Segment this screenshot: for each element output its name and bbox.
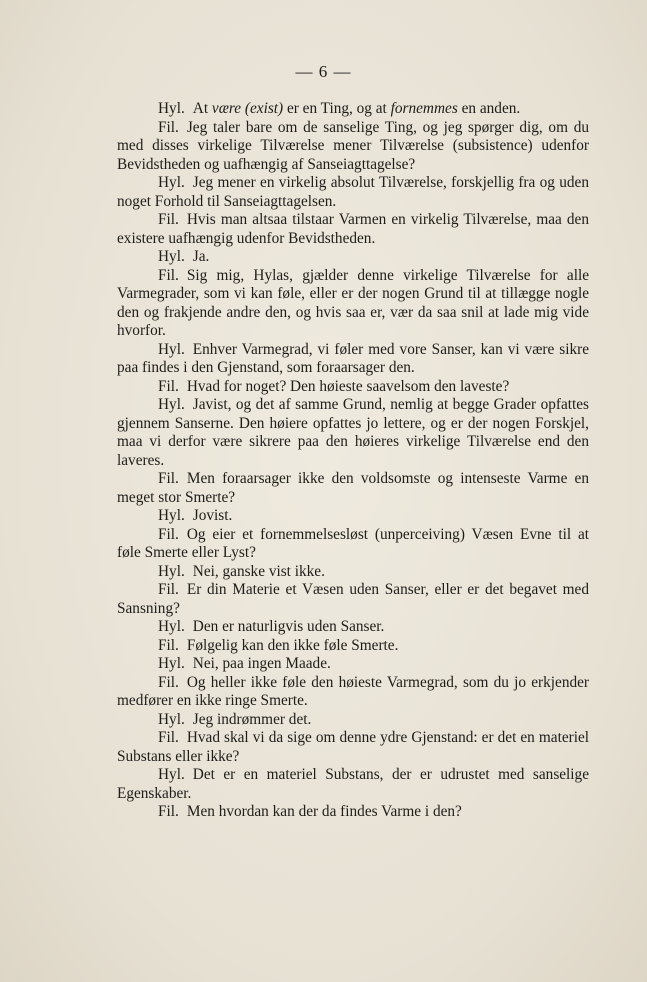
speaker-label: Fil.	[158, 581, 179, 598]
dialogue-paragraph	[117, 581, 589, 618]
speaker-label: Hyl.	[158, 507, 185, 524]
speaker-label: Hyl.	[158, 562, 185, 580]
paragraph-text: Det er en materiel Substans, der er udrustet med sanselige Egenskaber.	[117, 766, 589, 802]
italic-term: være (exist)	[211, 100, 284, 117]
paragraph-text: Hvad for noget? Den høieste saavelsom den laveste?	[186, 377, 510, 395]
speaker-label: Hyl.	[158, 174, 185, 191]
speaker-label: Hyl.	[158, 655, 185, 672]
paragraph-text: Ja.	[192, 248, 210, 265]
dialogue-paragraph	[117, 766, 589, 803]
speaker-label: Fil.	[158, 377, 179, 395]
paragraph-text: Javist, og det af samme Grund, nemlig at begge Grader opfattes gjennem Sanserne. Den høiere opfattes jo lettere, og er der nogen Forskjel, maa vi derfor være sikrere paa den høieres virkelige Tilværelse end den laveres.	[117, 396, 589, 469]
paragraph-text: en anden.	[457, 100, 521, 117]
paragraph-text: Hvis man altsaa tilstaar Varmen en virkelig Tilværelse, maa den existere uafhængig udenfor Bevidstheden.	[117, 211, 589, 247]
speaker-label: Fil.	[158, 118, 179, 136]
paragraph-text: At	[192, 100, 212, 117]
dialogue-paragraph	[117, 267, 589, 341]
speaker-label: Hyl.	[158, 618, 185, 635]
dialogue-paragraph	[117, 211, 589, 248]
dialogue-paragraph	[117, 655, 589, 674]
dialogue-paragraph	[117, 470, 589, 507]
paragraph-text: Jovist.	[192, 507, 233, 524]
paragraph-text: Nei, paa ingen Maade.	[192, 655, 331, 672]
dialogue-paragraph	[117, 563, 589, 582]
speaker-label: Fil.	[158, 729, 179, 746]
paragraph-text: Nei, ganske vist ikke.	[192, 562, 325, 580]
paragraph-text: Jeg mener en virkelig absolut Tilværelse, forskjellig fra og uden noget Forhold til Sanseiagttagelsen.	[117, 174, 589, 210]
speaker-label: Fil.	[158, 673, 179, 691]
paragraph-text: Sig mig, Hylas, gjælder denne virkelige Tilværelse for alle Varmegrader, som vi kan føle, eller er der nogen Grund til at tillægge nogle den og frakjende andre den, og hvis saa er, vær da saa snil at lade mig vide hvorfor.	[117, 266, 589, 339]
paragraph-text: Følgelig kan den ikke føle Smerte.	[186, 636, 399, 654]
paragraph-text: Jeg taler bare om de sanselige Ting, og jeg spørger dig, om du med disses virkelige Tilværelse mener Tilværelse (subsistence) udenfor Bevidstheden og uafhængig af Sanseiagttagelse?	[117, 118, 589, 173]
dialogue-paragraph	[117, 637, 589, 656]
dialogue-paragraph	[117, 396, 589, 470]
dialogue-paragraph	[117, 729, 589, 766]
paragraph-text: Og eier et fornemmelsesløst (unperceiving) Væsen Evne til at føle Smerte eller Lyst?	[117, 525, 589, 561]
paragraph-text: Og heller ikke føle den høieste Varmegrad, som du jo erkjender medfører en ikke ringe Smerte.	[117, 673, 589, 709]
dialogue-paragraph	[117, 248, 589, 267]
speaker-label: Fil.	[158, 803, 179, 820]
paragraph-text: Men hvordan kan der da findes Varme i den?	[186, 803, 462, 820]
italic-term: fornemmes	[390, 100, 458, 117]
speaker-label: Fil.	[158, 266, 179, 284]
dialogue-paragraph	[117, 119, 589, 175]
dialogue-paragraph	[117, 174, 589, 211]
paragraph-text: Enhver Varmegrad, vi føler med vore Sanser, kan vi være sikre paa findes i den Gjenstand, som foraarsager den.	[117, 340, 589, 376]
dialogue-paragraph	[117, 507, 589, 526]
dialogue-paragraph	[117, 100, 589, 119]
page-number: — 6 —	[295, 62, 352, 81]
speaker-label: Hyl.	[158, 248, 185, 265]
paragraph-text: Men foraarsager ikke den voldsomste og intenseste Varme en meget stor Smerte?	[117, 470, 589, 506]
speaker-label: Hyl.	[158, 100, 185, 117]
dialogue-paragraph	[117, 803, 589, 822]
dialogue-paragraph	[117, 674, 589, 711]
speaker-label: Fil.	[158, 470, 179, 487]
paragraph-text: Hvad skal vi da sige om denne ydre Gjenstand: er det en materiel Substans eller ikke?	[117, 729, 589, 765]
paragraph-text: Jeg indrømmer det.	[192, 710, 312, 728]
dialogue-paragraph	[117, 378, 589, 397]
dialogue-paragraph	[117, 711, 589, 730]
dialogue-text	[117, 100, 589, 822]
speaker-label: Hyl.	[158, 766, 185, 783]
speaker-label: Hyl.	[158, 340, 185, 358]
paragraph-text: Den er naturligvis uden Sanser.	[192, 618, 385, 635]
speaker-label: Fil.	[158, 525, 179, 543]
speaker-label: Hyl.	[158, 396, 185, 413]
speaker-label: Fil.	[158, 211, 179, 228]
paragraph-text: Er din Materie et Væsen uden Sanser, eller er det begavet med Sansning?	[117, 581, 589, 617]
speaker-label: Fil.	[158, 636, 179, 654]
paragraph-text: er en Ting, og at	[283, 100, 391, 117]
dialogue-paragraph	[117, 526, 589, 563]
dialogue-paragraph	[117, 618, 589, 637]
speaker-label: Hyl.	[158, 710, 185, 728]
dialogue-paragraph	[117, 341, 589, 378]
